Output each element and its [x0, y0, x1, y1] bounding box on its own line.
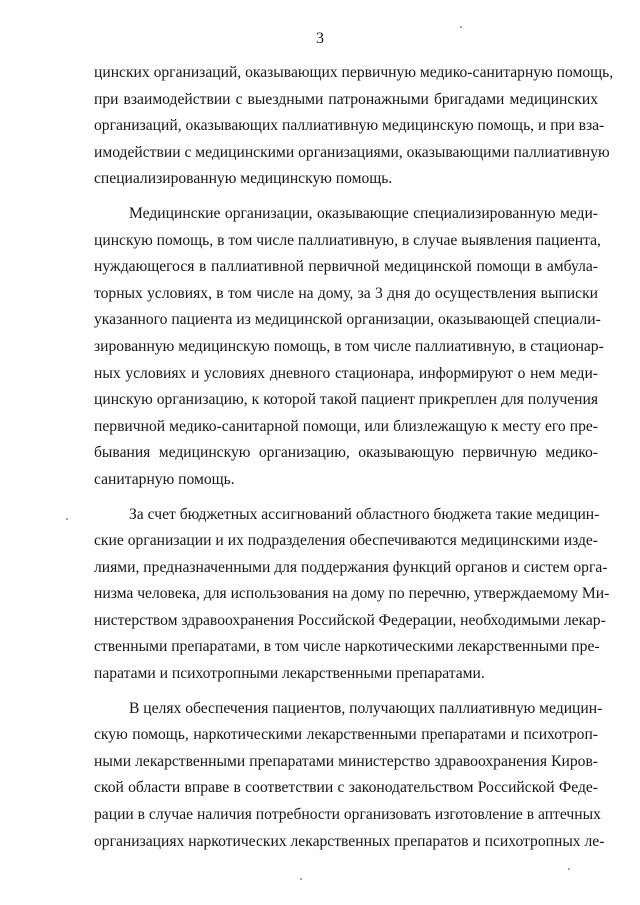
- text-line: ных условиях и условиях дневного стационара, информируют о нем меди-: [94, 364, 598, 382]
- text-line: бывания медицинскую организацию, оказывающую первичную медико-: [94, 444, 598, 462]
- text-line: скую помощь, наркотическими лекарственными препаратами и психотроп-: [94, 726, 598, 744]
- text-line: За счет бюджетных ассигнований областного бюджета такие медицин-: [129, 505, 600, 523]
- text-line: цинскую организацию, к которой такой пациент прикреплен для получения: [94, 391, 598, 409]
- text-line: нуждающегося в паллиативной первичной медицинской помощи в амбула-: [94, 258, 598, 276]
- text-line: первичной медико-санитарной помощи, или близлежащую к месту его пре-: [94, 417, 598, 435]
- text-line: цинскую помощь, в том числе паллиативную, в случае выявления пациента,: [94, 231, 601, 249]
- scan-speck: [568, 868, 570, 870]
- text-line: ственными препаратами, в том числе наркотическими лекарственными пре-: [94, 638, 600, 656]
- page-number: 3: [316, 30, 324, 47]
- text-line: ными лекарственными препаратами министерство здравоохранения Киров-: [94, 752, 598, 770]
- text-line: указанного пациента из медицинской организации, оказывающей специали-: [94, 311, 601, 329]
- paragraph-3: [94, 502, 610, 688]
- text-line: рации в случае наличия потребности организовать изготовление в аптечных: [94, 806, 601, 824]
- paragraph-2: [94, 201, 604, 494]
- text-line: паратами и психотропными лекарственными препаратами.: [94, 665, 485, 683]
- paragraph-4: [94, 696, 605, 856]
- text-line: В целях обеспечения пациентов, получающих паллиативную медицин-: [129, 699, 603, 717]
- text-line: имодействии с медицинскими организациями, оказывающими паллиативную: [94, 143, 610, 161]
- text-line: торных условиях, в том числе на дому, за 3 дня до осуществления выписки: [94, 284, 598, 302]
- text-line: ские организации и их подразделения обеспечиваются медицинскими изде-: [94, 532, 598, 550]
- text-line: лиями, предназначенными для поддержания функций органов и систем орга-: [94, 558, 608, 576]
- text-line: цинских организаций, оказывающих первичную медико-санитарную помощь,: [94, 64, 614, 81]
- text-line: зированную медицинскую помощь, в том числе паллиативную, в стационар-: [94, 337, 604, 355]
- text-line: низма человека, для использования на дому по перечню, утверждаемому Ми-: [94, 585, 610, 603]
- text-line: организаций, оказывающих паллиативную медицинскую помощь, и при вза-: [94, 117, 605, 135]
- scan-speck: [300, 878, 302, 880]
- paragraph-1: [94, 60, 614, 193]
- text-line: специализированную медицинскую помощь.: [94, 170, 393, 188]
- text-line: ской области вправе в соответствии с законодательством Российской Феде-: [94, 779, 598, 797]
- scan-speck: [460, 26, 462, 28]
- text-line: Медицинские организации, оказывающие специализированную меди-: [129, 204, 598, 222]
- text-line: организациях наркотических лекарственных препаратов и психотропных ле-: [94, 832, 605, 850]
- scan-speck: [66, 518, 68, 520]
- document-body: [94, 60, 614, 855]
- text-line: санитарную помощь.: [94, 470, 235, 488]
- text-line: нистерством здравоохранения Российской Федерации, необходимыми лекар-: [94, 611, 606, 629]
- text-line: при взаимодействии с выездными патронажными бригадами медицинских: [94, 90, 598, 108]
